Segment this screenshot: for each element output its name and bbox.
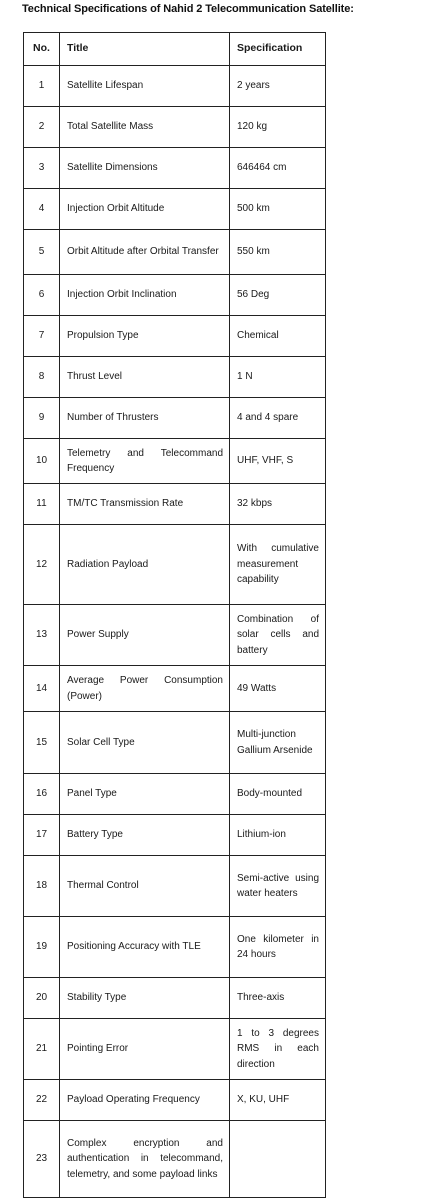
table-row [24,230,326,275]
row-title: Thrust Level [60,357,230,398]
row-title: Average Power Consumption (Power) [60,666,230,712]
table-row [24,856,326,917]
row-number: 3 [24,148,60,189]
row-title: Solar Cell Type [60,712,230,774]
row-specification: UHF, VHF, S [230,439,326,484]
row-specification: Lithium-ion [230,815,326,856]
row-number: 11 [24,484,60,525]
row-specification: Chemical [230,316,326,357]
table-row [24,917,326,978]
row-specification: 2 years [230,66,326,107]
row-specification: Semi-active using water heaters [230,856,326,917]
row-specification: X, KU, UHF [230,1080,326,1121]
row-specification: Multi-junction Gallium Arsenide [230,712,326,774]
specifications-table [23,32,326,1198]
row-title: TM/TC Transmission Rate [60,484,230,525]
row-specification: 500 km [230,189,326,230]
table-row [24,1019,326,1080]
header-specification: Specification [230,33,326,66]
row-number: 18 [24,856,60,917]
row-number: 8 [24,357,60,398]
table-row [24,978,326,1019]
row-number: 4 [24,189,60,230]
row-title: Orbit Altitude after Orbital Transfer [60,230,230,275]
row-specification: 1 N [230,357,326,398]
row-number: 23 [24,1121,60,1198]
table-row [24,815,326,856]
table-row [24,107,326,148]
table-row [24,605,326,666]
table-row [24,189,326,230]
row-specification: Combination of solar cells and battery [230,605,326,666]
row-specification [230,1121,326,1198]
row-title: Thermal Control [60,856,230,917]
row-specification: Three-axis [230,978,326,1019]
row-specification: 646464 cm [230,148,326,189]
row-title: Propulsion Type [60,316,230,357]
row-title: Satellite Dimensions [60,148,230,189]
row-specification: With cumulative measurement capability [230,525,326,605]
table-row [24,1121,326,1198]
row-specification: 120 kg [230,107,326,148]
row-title: Stability Type [60,978,230,1019]
row-title: Positioning Accuracy with TLE [60,917,230,978]
table-row [24,774,326,815]
row-specification: 1 to 3 degrees RMS in each direction [230,1019,326,1080]
row-number: 6 [24,275,60,316]
table-row [24,525,326,605]
row-number: 17 [24,815,60,856]
row-title: Payload Operating Frequency [60,1080,230,1121]
row-specification: 56 Deg [230,275,326,316]
row-number: 13 [24,605,60,666]
table-row [24,316,326,357]
row-number: 20 [24,978,60,1019]
row-number: 16 [24,774,60,815]
row-number: 14 [24,666,60,712]
row-number: 2 [24,107,60,148]
row-title: Battery Type [60,815,230,856]
row-number: 15 [24,712,60,774]
row-specification: 49 Watts [230,666,326,712]
row-title: Injection Orbit Altitude [60,189,230,230]
row-number: 5 [24,230,60,275]
row-title: Complex encryption and authentication in telecommand, telemetry, and some payload links [60,1121,230,1198]
row-specification: One kilometer in 24 hours [230,917,326,978]
header-no: No. [24,33,60,66]
row-title: Radiation Payload [60,525,230,605]
row-number: 7 [24,316,60,357]
table-row [24,712,326,774]
row-specification: 32 kbps [230,484,326,525]
row-title: Injection Orbit Inclination [60,275,230,316]
row-specification: 4 and 4 spare [230,398,326,439]
row-number: 10 [24,439,60,484]
row-number: 19 [24,917,60,978]
row-title: Telemetry and Telecommand Frequency [60,439,230,484]
row-title: Panel Type [60,774,230,815]
row-number: 9 [24,398,60,439]
row-title: Number of Thrusters [60,398,230,439]
table-row [24,357,326,398]
header-title: Title [60,33,230,66]
table-header-row [24,33,326,66]
table-row [24,439,326,484]
table-row [24,398,326,439]
row-title: Pointing Error [60,1019,230,1080]
row-specification: Body-mounted [230,774,326,815]
row-number: 12 [24,525,60,605]
table-row [24,1080,326,1121]
table-row [24,666,326,712]
row-number: 22 [24,1080,60,1121]
row-title: Satellite Lifespan [60,66,230,107]
table-row [24,484,326,525]
table-row [24,66,326,107]
document-heading: Technical Specifications of Nahid 2 Telecommunication Satellite: [22,3,354,15]
table-row [24,148,326,189]
row-number: 21 [24,1019,60,1080]
row-number: 1 [24,66,60,107]
row-specification: 550 km [230,230,326,275]
row-title: Total Satellite Mass [60,107,230,148]
table-row [24,275,326,316]
row-title: Power Supply [60,605,230,666]
